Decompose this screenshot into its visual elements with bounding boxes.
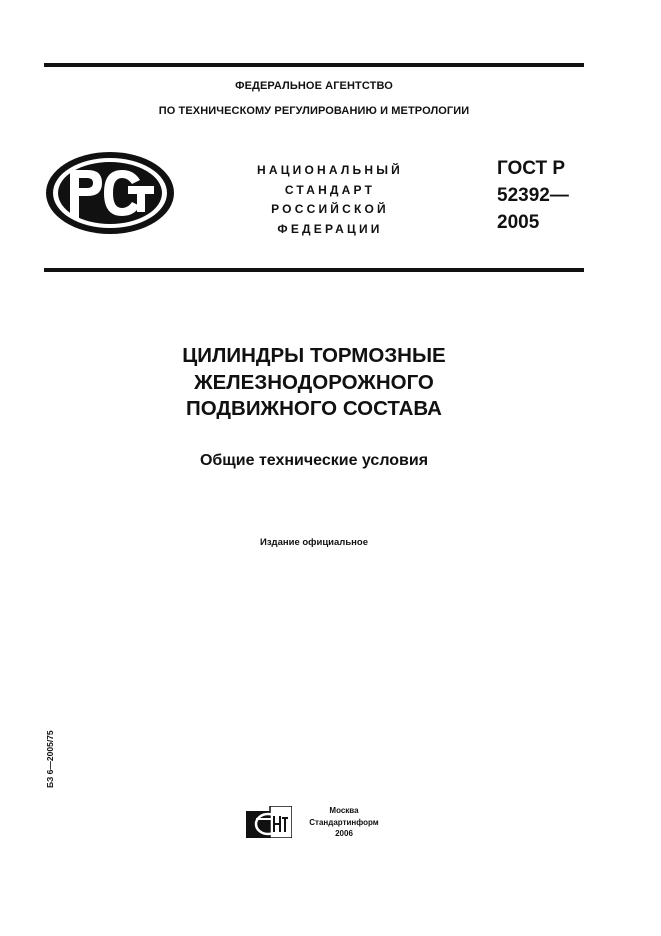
agency-name-line2: ПО ТЕХНИЧЕСКОМУ РЕГУЛИРОВАНИЮ И МЕТРОЛОГИИ	[158, 105, 470, 117]
standard-number-line2: 52392—	[497, 185, 569, 206]
standartinform-logo-icon	[246, 806, 292, 838]
publisher-year: 2006	[335, 829, 353, 838]
standard-type-line2: СТАНДАРТ	[284, 182, 376, 197]
top-rule	[44, 63, 584, 67]
side-registration-note: БЗ 6—2005/75	[45, 730, 55, 788]
title-line3: ПОДВИЖНОГО СОСТАВА	[186, 397, 442, 420]
standard-type-line1: НАЦИОНАЛЬНЫЙ	[256, 163, 404, 177]
standard-type-line4: ФЕДЕРАЦИИ	[277, 221, 383, 236]
rst-certification-mark-icon	[44, 150, 176, 236]
publisher-city: Москва	[329, 806, 359, 815]
standard-number-block	[497, 155, 569, 236]
title-line2: ЖЕЛЕЗНОДОРОЖНОГО	[194, 370, 434, 394]
edition-note: Издание официальное	[260, 537, 368, 548]
title-line1: ЦИЛИНДРЫ ТОРМОЗНЫЕ	[182, 344, 446, 367]
publisher-name: Стандартинформ	[309, 817, 379, 827]
agency-name-line1: ФЕДЕРАЛЬНОЕ АГЕНТСТВО	[235, 80, 393, 92]
middle-rule	[44, 268, 584, 272]
standard-number-line1: ГОСТ Р	[497, 158, 566, 179]
standard-number-line3: 2005	[497, 212, 540, 233]
publisher-block	[298, 805, 390, 840]
standard-type-line3: РОССИЙСКОЙ	[271, 202, 389, 216]
document-title	[44, 343, 584, 423]
standard-type-block	[232, 161, 428, 239]
document-subtitle: Общие технические условия	[199, 452, 429, 469]
